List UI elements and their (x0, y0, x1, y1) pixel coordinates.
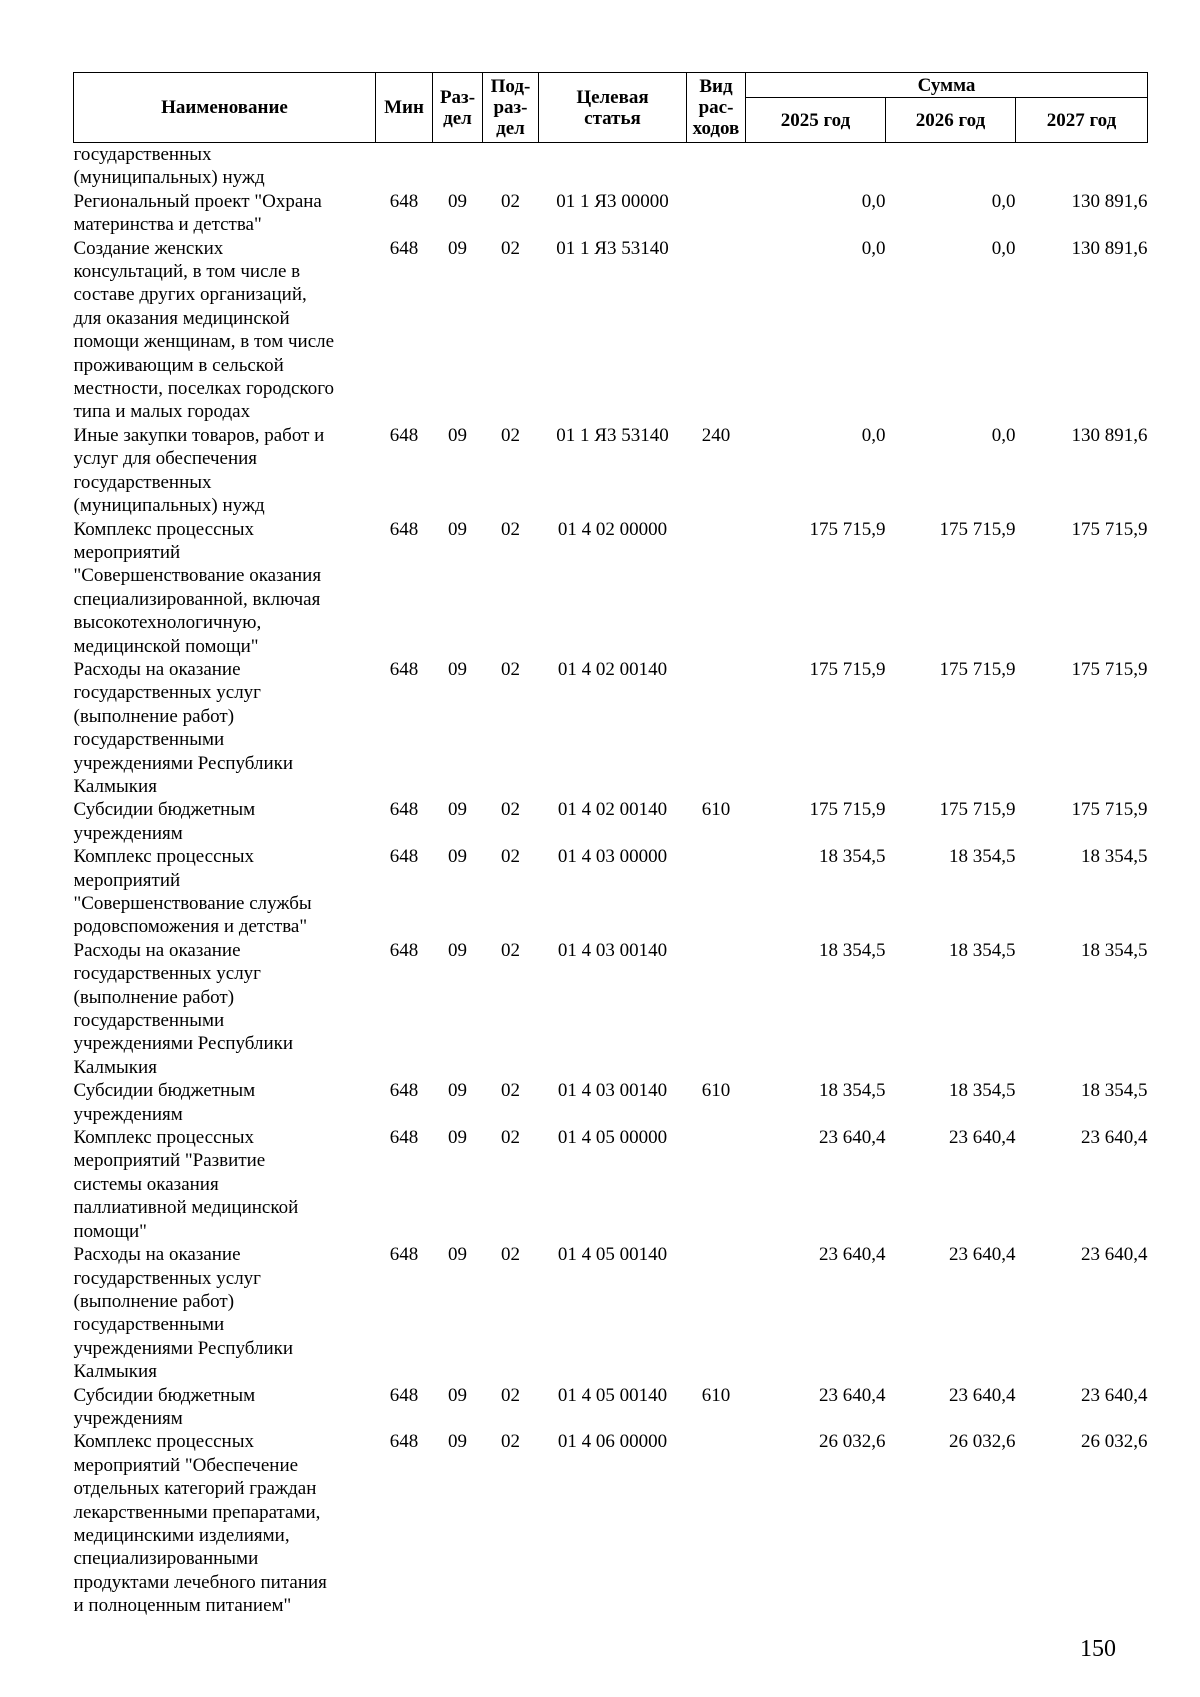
row-name: Субсидии бюджетным учреждениям (73, 1080, 256, 1125)
row-name: Региональный проект "Охрана материнства и детства" (73, 190, 322, 236)
table-row (74, 845, 1148, 939)
row-target: 01 4 03 00000 (557, 846, 668, 868)
row-amount-2026: 18 354,5 (949, 846, 1016, 868)
row-target: 01 4 02 00140 (557, 799, 668, 821)
row-min: 648 (389, 518, 419, 540)
row-vid (687, 939, 746, 1079)
row-amount-2025: 26 032,6 (819, 1431, 886, 1453)
table-row (74, 798, 1148, 845)
row-min (376, 143, 433, 190)
row-amount-2025: 18 354,5 (819, 1080, 886, 1102)
row-amount-2026: 0,0 (991, 424, 1016, 446)
header-podrazdel (483, 73, 539, 143)
row-min: 648 (389, 1080, 419, 1102)
header-2025: 2025 год (746, 98, 886, 143)
row-amount-2026: 23 640,4 (949, 1127, 1016, 1149)
row-podrazdel: 02 (501, 658, 520, 680)
row-name: Комплекс процессных мероприятий "Совершенствование службы родовспоможения и детства" (73, 846, 312, 938)
row-target: 01 4 03 00140 (557, 1080, 668, 1102)
row-amount-2026 (886, 143, 1016, 190)
table-row (74, 939, 1148, 1079)
row-target: 01 4 05 00000 (557, 1127, 668, 1149)
table-row (74, 518, 1148, 658)
row-amount-2027: 130 891,6 (1071, 237, 1148, 259)
row-min: 648 (389, 237, 419, 259)
row-razdel (433, 143, 483, 190)
row-amount-2025: 175 715,9 (809, 658, 886, 680)
row-razdel: 09 (448, 846, 467, 868)
table-row (74, 424, 1148, 518)
row-razdel: 09 (448, 1431, 467, 1453)
row-amount-2025: 0,0 (861, 237, 886, 259)
row-razdel: 09 (448, 190, 467, 212)
row-name: Комплекс процессных мероприятий "Развитие системы оказания паллиативной медицинской помощи" (73, 1127, 299, 1242)
row-min: 648 (389, 1384, 419, 1406)
table-row (74, 1079, 1148, 1126)
table-header (74, 73, 1148, 143)
row-amount-2025: 175 715,9 (809, 799, 886, 821)
row-target: 01 4 03 00140 (557, 939, 668, 961)
row-razdel: 09 (448, 1244, 467, 1266)
header-min: Мин (376, 73, 433, 143)
row-podrazdel: 02 (501, 1384, 520, 1406)
row-min: 648 (389, 424, 419, 446)
row-min: 648 (389, 1431, 419, 1453)
row-vid: 610 (701, 1384, 731, 1406)
row-podrazdel (483, 143, 539, 190)
row-name: Расходы на оказание государственных услуг (выполнение работ) государственными учреждениями Республики Калмыкия (73, 939, 294, 1078)
row-amount-2025: 23 640,4 (819, 1244, 886, 1266)
row-razdel: 09 (448, 1080, 467, 1102)
row-podrazdel: 02 (501, 424, 520, 446)
row-min: 648 (389, 190, 419, 212)
row-amount-2027: 175 715,9 (1071, 799, 1148, 821)
row-podrazdel: 02 (501, 1431, 520, 1453)
row-name: Иные закупки товаров, работ и услуг для обеспечения государственных (муниципальных) нужд (73, 424, 325, 517)
row-min: 648 (389, 799, 419, 821)
row-amount-2026: 18 354,5 (949, 1080, 1016, 1102)
header-2027: 2027 год (1016, 98, 1148, 143)
row-podrazdel: 02 (501, 799, 520, 821)
row-min: 648 (389, 1244, 419, 1266)
row-vid (687, 237, 746, 424)
row-name: Создание женских консультаций, в том числе в составе других организаций, для оказания медицинской помощи женщинам, в том числе проживающим в сельской местности, поселках городского типа и малых городах (73, 237, 335, 423)
row-amount-2027: 23 640,4 (1081, 1244, 1148, 1266)
row-vid (687, 143, 746, 190)
row-amount-2027: 18 354,5 (1081, 939, 1148, 961)
row-podrazdel: 02 (501, 190, 520, 212)
row-amount-2027: 175 715,9 (1071, 518, 1148, 540)
row-amount-2026: 0,0 (991, 237, 1016, 259)
row-amount-2027: 18 354,5 (1081, 1080, 1148, 1102)
page-number: 150 (1080, 1636, 1116, 1662)
row-podrazdel: 02 (501, 1127, 520, 1149)
row-podrazdel: 02 (501, 846, 520, 868)
row-amount-2025: 0,0 (861, 190, 886, 212)
row-razdel: 09 (448, 424, 467, 446)
row-amount-2026: 0,0 (991, 190, 1016, 212)
row-amount-2027: 18 354,5 (1081, 846, 1148, 868)
row-amount-2027: 130 891,6 (1071, 190, 1148, 212)
row-min: 648 (389, 939, 419, 961)
header-name: Наименование (74, 73, 376, 143)
row-target: 01 4 05 00140 (557, 1244, 668, 1266)
table-row (74, 143, 1148, 190)
row-razdel: 09 (448, 939, 467, 961)
row-amount-2025: 18 354,5 (819, 939, 886, 961)
row-min: 648 (389, 658, 419, 680)
header-vid (687, 73, 746, 143)
row-target: 01 1 Я3 00000 (556, 190, 669, 212)
row-razdel: 09 (448, 658, 467, 680)
table-row (74, 1126, 1148, 1243)
row-target: 01 1 Я3 53140 (556, 424, 669, 446)
row-amount-2027: 130 891,6 (1071, 424, 1148, 446)
row-vid: 610 (701, 1080, 731, 1102)
row-min: 648 (389, 846, 419, 868)
row-razdel: 09 (448, 1127, 467, 1149)
header-target-text: Целевая статья (576, 86, 649, 129)
row-razdel: 09 (448, 518, 467, 540)
row-vid (687, 518, 746, 658)
row-target (539, 143, 687, 190)
row-vid (687, 190, 746, 237)
table-row (74, 190, 1148, 237)
table-row (74, 1243, 1148, 1383)
table-row (74, 1384, 1148, 1431)
header-podrazdel-text: Под- раз- дел (490, 76, 531, 139)
row-vid (687, 1430, 746, 1617)
row-amount-2026: 26 032,6 (949, 1431, 1016, 1453)
row-podrazdel: 02 (501, 1244, 520, 1266)
row-target: 01 1 Я3 53140 (556, 237, 669, 259)
row-razdel: 09 (448, 1384, 467, 1406)
row-target: 01 4 06 00000 (557, 1431, 668, 1453)
header-razdel-text: Раз- дел (439, 86, 476, 129)
row-amount-2027: 23 640,4 (1081, 1384, 1148, 1406)
row-podrazdel: 02 (501, 1080, 520, 1102)
row-amount-2027: 175 715,9 (1071, 658, 1148, 680)
header-summa: Сумма (746, 73, 1148, 98)
header-target (539, 73, 687, 143)
row-podrazdel: 02 (501, 939, 520, 961)
row-amount-2025: 0,0 (861, 424, 886, 446)
row-target: 01 4 05 00140 (557, 1384, 668, 1406)
row-amount-2027 (1016, 143, 1148, 190)
row-amount-2026: 175 715,9 (939, 799, 1016, 821)
row-name: Субсидии бюджетным учреждениям (73, 1384, 256, 1429)
row-name: Комплекс процессных мероприятий "Совершенствование оказания специализированной, включая высокотехнологичную, медицинской помощи" (73, 518, 322, 657)
row-name: Расходы на оказание государственных услуг (выполнение работ) государственными учреждениями Республики Калмыкия (73, 1244, 294, 1383)
row-name: государственных (муниципальных) нужд (73, 144, 265, 189)
row-amount-2025: 175 715,9 (809, 518, 886, 540)
header-razdel (433, 73, 483, 143)
row-vid (687, 1243, 746, 1383)
row-amount-2025: 23 640,4 (819, 1384, 886, 1406)
table-row (74, 237, 1148, 424)
row-vid (687, 845, 746, 939)
row-amount-2026: 23 640,4 (949, 1384, 1016, 1406)
row-amount-2027: 26 032,6 (1081, 1431, 1148, 1453)
row-name: Расходы на оказание государственных услуг (выполнение работ) государственными учреждениями Республики Калмыкия (73, 658, 294, 797)
row-amount-2026: 175 715,9 (939, 518, 1016, 540)
row-name: Комплекс процессных мероприятий "Обеспечение отдельных категорий граждан лекарственными препаратами, медицинскими изделиями, специализированными продуктами лечебного питания и полноценным питанием" (73, 1431, 327, 1617)
row-razdel: 09 (448, 237, 467, 259)
table-body (74, 143, 1148, 1618)
row-vid (687, 1126, 746, 1243)
row-target: 01 4 02 00140 (557, 658, 668, 680)
row-podrazdel: 02 (501, 237, 520, 259)
row-target: 01 4 02 00000 (557, 518, 668, 540)
row-amount-2026: 175 715,9 (939, 658, 1016, 680)
row-vid (687, 658, 746, 798)
row-amount-2025 (746, 143, 886, 190)
row-vid: 610 (701, 799, 731, 821)
table-row (74, 1430, 1148, 1617)
header-vid-text: Вид рас- ходов (692, 76, 740, 139)
row-amount-2025: 18 354,5 (819, 846, 886, 868)
row-amount-2027: 23 640,4 (1081, 1127, 1148, 1149)
row-vid: 240 (701, 424, 731, 446)
header-2026: 2026 год (886, 98, 1016, 143)
row-razdel: 09 (448, 799, 467, 821)
row-min: 648 (389, 1127, 419, 1149)
row-amount-2025: 23 640,4 (819, 1127, 886, 1149)
row-name: Субсидии бюджетным учреждениям (73, 799, 256, 844)
row-amount-2026: 18 354,5 (949, 939, 1016, 961)
table-row (74, 658, 1148, 798)
row-amount-2026: 23 640,4 (949, 1244, 1016, 1266)
row-podrazdel: 02 (501, 518, 520, 540)
budget-table (73, 72, 1148, 1618)
